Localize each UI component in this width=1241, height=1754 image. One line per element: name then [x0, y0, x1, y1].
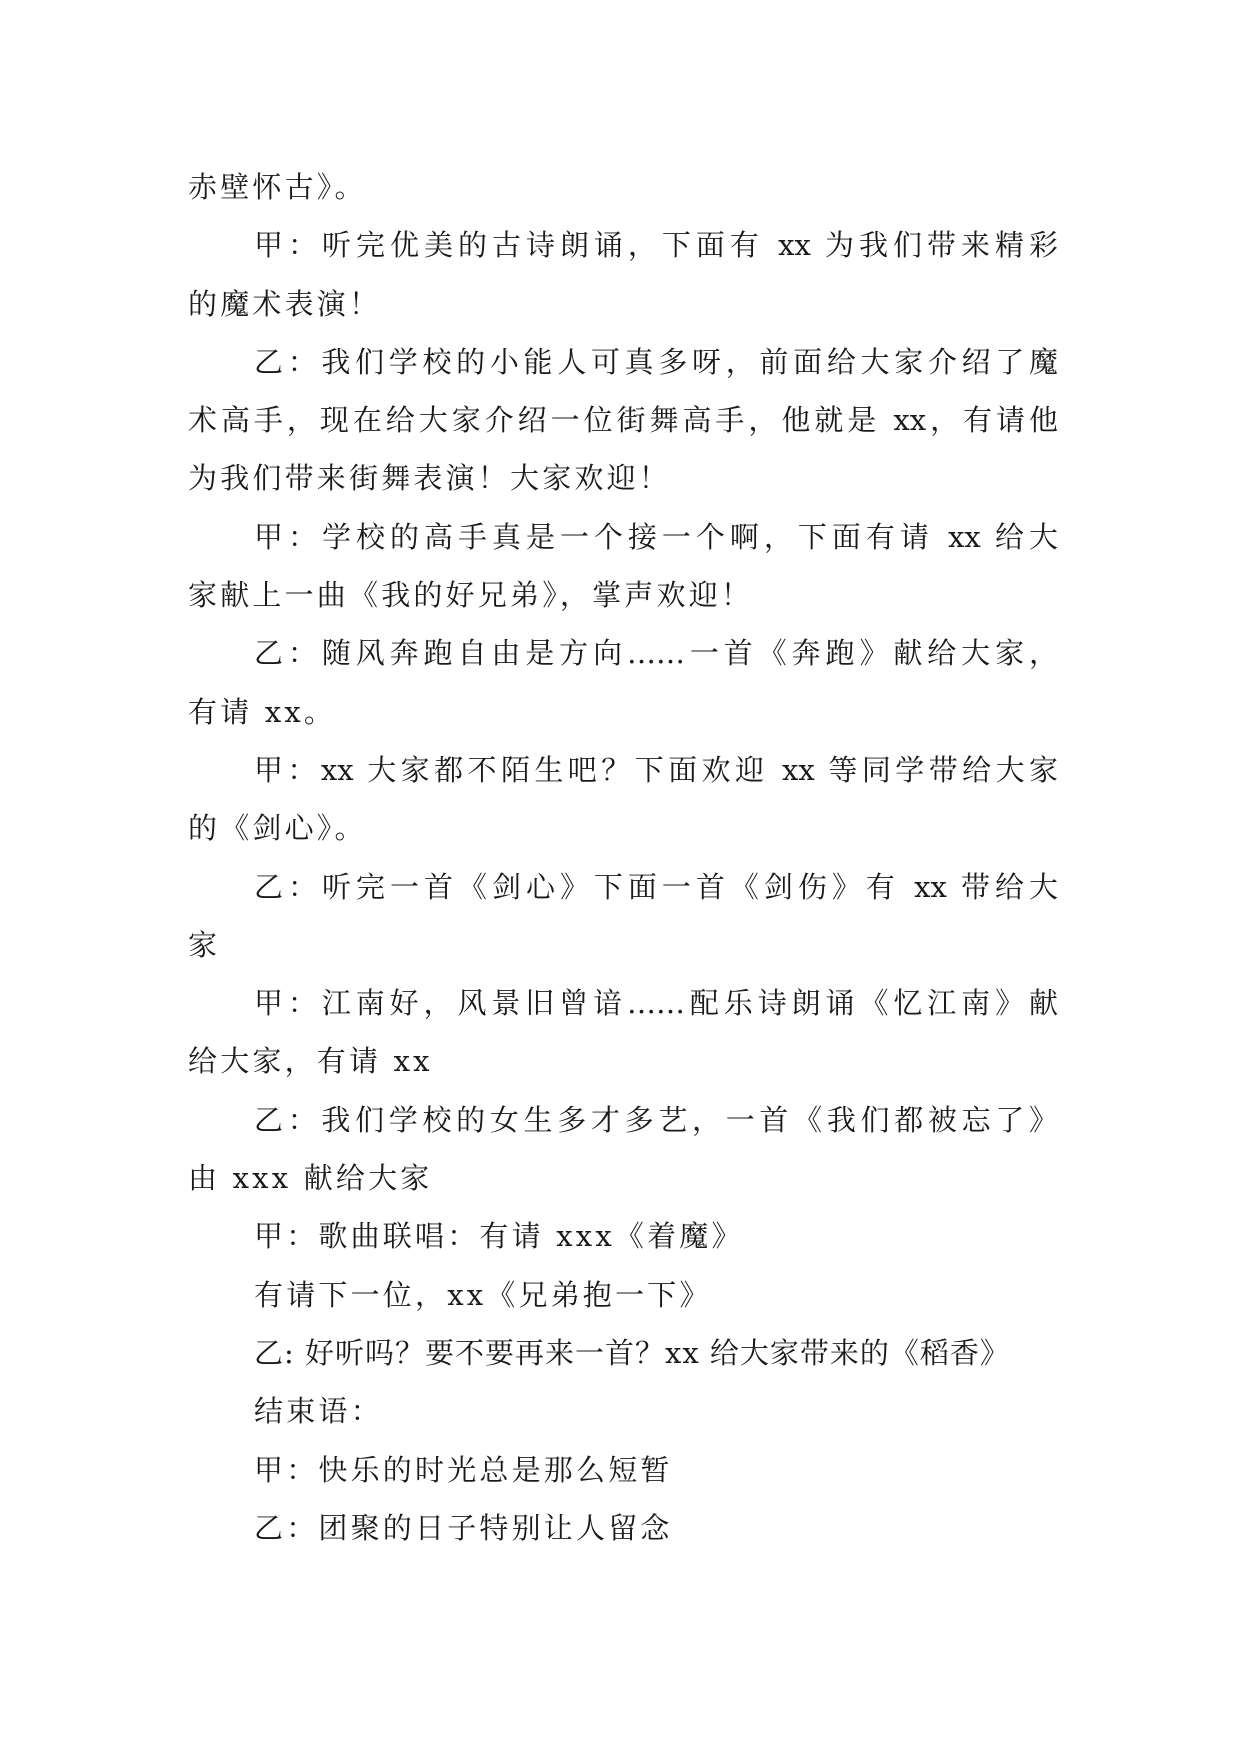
- dialogue-line-jia: 甲：歌曲联唱：有请 xxx《着魔》: [254, 1219, 744, 1254]
- dialogue-line-jia: 甲：听完优美的古诗朗诵，下面有 xx 为我们带来精彩: [254, 228, 1058, 263]
- text-line: 的魔术表演！: [188, 286, 382, 321]
- dialogue-line-yi: 乙：听完一首《剑心》下面一首《剑伤》有 xx 带给大: [254, 869, 1058, 904]
- text-line: 给大家，有请 xx: [188, 1044, 433, 1079]
- text-line: 由 xxx 献给大家: [188, 1161, 433, 1196]
- closing-heading: 结束语：: [254, 1394, 383, 1429]
- text-line: 有请下一位，xx《兄弟抱一下》: [254, 1277, 712, 1312]
- dialogue-line-jia: 甲：学校的高手真是一个接一个啊，下面有请 xx 给大: [254, 519, 1058, 554]
- text-line: 术高手，现在给大家介绍一位街舞高手，他就是 xx，有请他: [188, 403, 1058, 438]
- text-line: 的《剑心》。: [188, 811, 367, 846]
- text-line: 家献上一曲《我的好兄弟》，掌声欢迎！: [188, 578, 754, 613]
- dialogue-line-yi: 乙：团聚的日子特别让人留念: [254, 1510, 673, 1545]
- text-line: 为我们带来街舞表演！大家欢迎！: [188, 461, 672, 496]
- text-line: 有请 xx。: [188, 694, 337, 729]
- dialogue-line-jia: 甲：江南好，风景旧曾谙……配乐诗朗诵《忆江南》献: [254, 986, 1058, 1021]
- text-line: 家: [188, 927, 221, 962]
- dialogue-line-jia: 甲：快乐的时光总是那么短暂: [254, 1452, 673, 1487]
- dialogue-line-yi: 乙: 好听吗？要不要再来一首？xx 给大家带来的《稻香》: [254, 1335, 1010, 1370]
- dialogue-line-jia: 甲：xx 大家都不陌生吧？下面欢迎 xx 等同学带给大家: [254, 752, 1058, 787]
- dialogue-line-yi: 乙：随风奔跑自由是方向……一首《奔跑》献给大家，: [254, 636, 1058, 671]
- dialogue-line-yi: 乙：我们学校的小能人可真多呀，前面给大家介绍了魔: [254, 344, 1058, 379]
- text-line: 赤壁怀古》。: [188, 170, 367, 204]
- script-text: [188, 158, 1058, 1557]
- dialogue-line-yi: 乙：我们学校的女生多才多艺，一首《我们都被忘了》: [254, 1102, 1058, 1137]
